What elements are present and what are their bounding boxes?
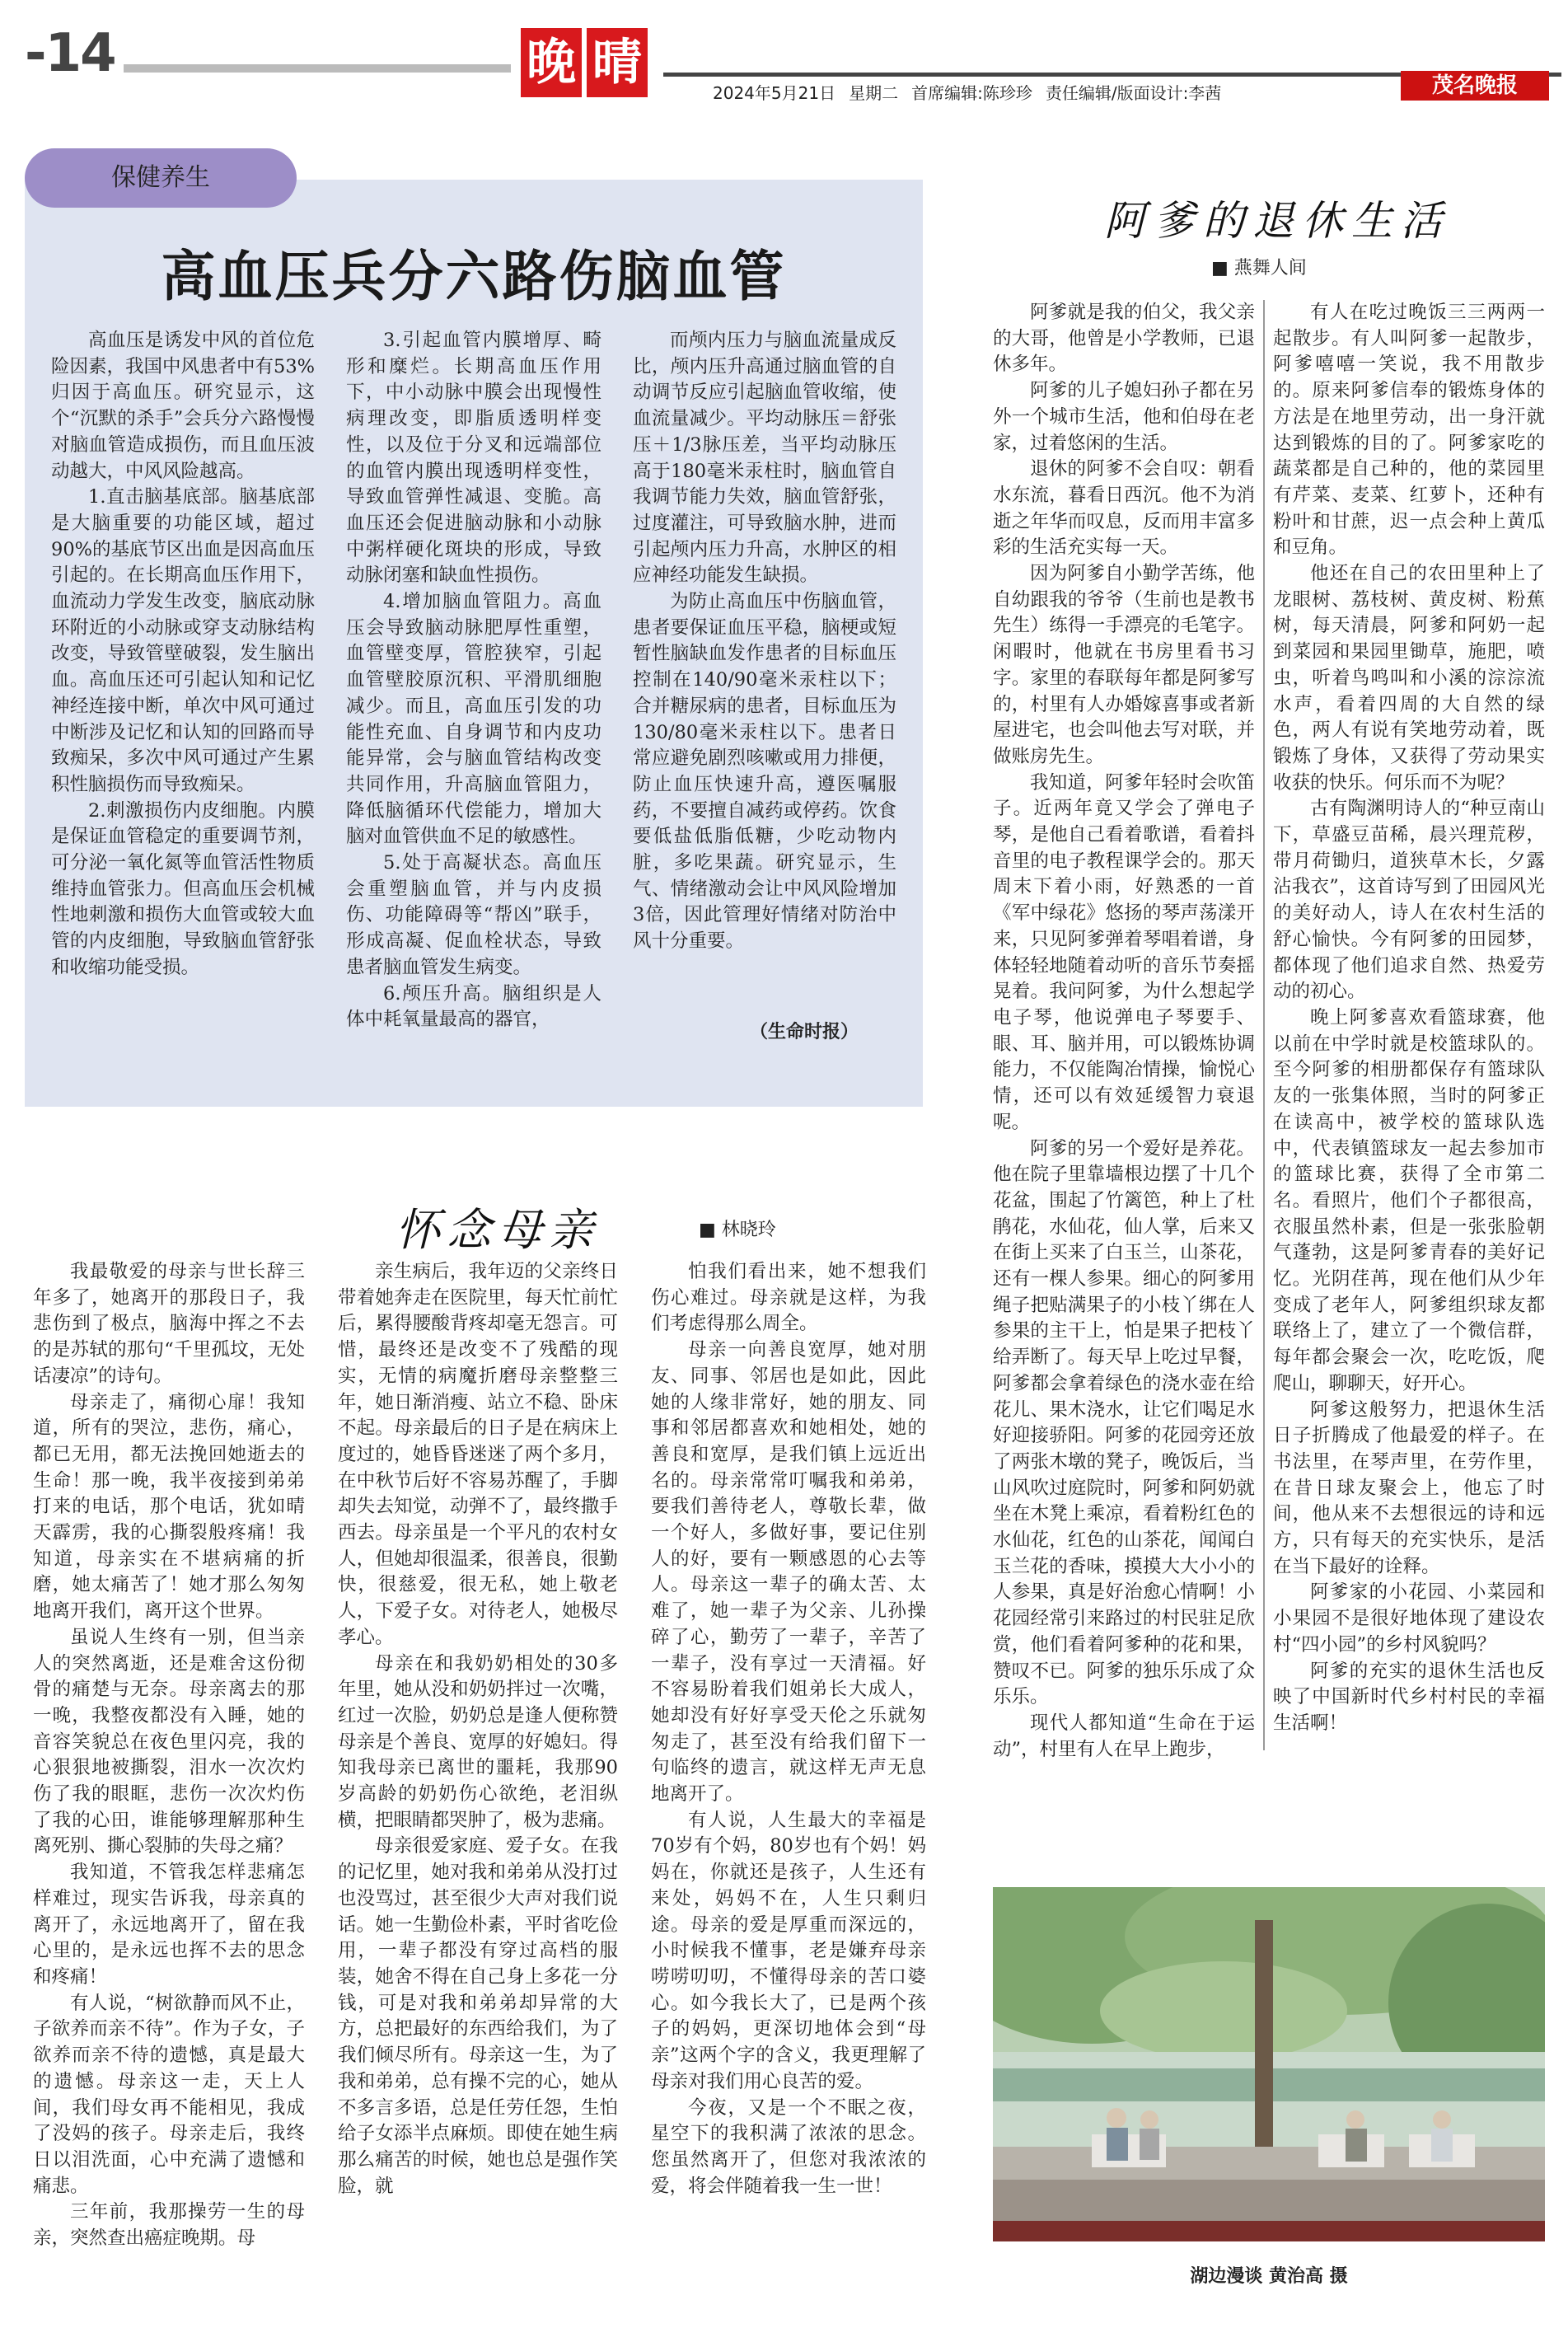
section-tag: 保健养生 <box>25 148 297 208</box>
paragraph: 阿爹就是我的伯父，我父亲的大哥，他曾是小学教师，已退休多年。 <box>993 302 1255 376</box>
paragraph: 为防止高血压中伤脑血管，患者要保证血压平稳，脑梗或短暂性脑缺血发作患者的目标血压控制在140/90毫米汞柱以下；合并糖尿病的患者，目标血压为130/80毫米汞柱以下。患者日常应避免剧烈咳嗽或用力排便，防止血压快速升高，遵医嘱服药，不要擅自减药或停药。饮食要低盐低脂低糖，少吃动物内脏，多吃果蔬。研究显示，生气、情绪激动会让中风风险增加3倍，因此管理好情绪对防治中风十分重要。 <box>633 591 896 953</box>
article-title: 高血压兵分六路伤脑血管 <box>161 245 787 308</box>
paragraph: 3.引起血管内膜增厚、畸形和糜烂。长期高血压作用下，中小动脉中膜会出现慢性病理改变，即脂质透明样变性，以及位于分叉和远端部位的血管内膜出现透明样变性，导致血管弹性减退、变脆。高血压还会促进脑动脉和小动脉中粥样硬化斑块的形成，导致动脉闭塞和缺血性损伤。 <box>346 330 601 587</box>
issue-date: 2024年5月21日 <box>713 83 836 103</box>
paragraph: 古有陶渊明诗人的“种豆南山下，草盛豆苗稀，晨兴理荒秽，带月荷锄归，道狭草木长，夕露沾我衣”，这首诗写到了田园风光的美好动人，诗人在农村生活的舒心愉快。今有阿爹的田园梦，都体现了他们追求自然、热爱劳动的初心。 <box>1273 798 1545 1003</box>
paragraph: 他还在自己的农田里种上了龙眼树、荔枝树、黄皮树、粉蕉树，每天清晨，阿爹和阿奶一起到菜园和果园里锄草，施肥，喷虫，听着鸟鸣叫和小溪的淙淙流水声，看着四周的大自然的绿色，两人有说有笑地劳动着，既锻炼了身体，又获得了劳动果实收获的快乐。何乐而不为呢？ <box>1273 563 1545 794</box>
paragraph: 怕我们看出来，她不想我们伤心难过。母亲就是这样，为我们考虑得那么周全。 <box>651 1261 926 1335</box>
paragraph: 有人在吃过晚饭三三两两一起散步。有人叫阿爹一起散步，阿爹嘻嘻一笑说，我不用散步的。原来阿爹信奉的锻炼身体的方法是在地里劳动，出一身汗就达到锻炼的目的了。阿爹家吃的蔬菜都是自己种的，他的菜园里有芹菜、麦菜、红萝卜，还种有粉叶和甘蔗，迟一点会种上黄瓜和豆角。 <box>1273 302 1545 559</box>
paragraph: 阿爹的儿子媳妇孙子都在另外一个城市生活，他和伯母在老家，过着悠闲的生活。 <box>993 380 1255 454</box>
paragraph: 阿爹的充实的退休生活也反映了中国新时代乡村村民的幸福生活啊！ <box>1273 1660 1545 1734</box>
paragraph: 母亲在和我奶奶相处的30多年里，她从没和奶奶拌过一次嘴，红过一次脸，奶奶总是逢人便称赞母亲是个善良、宽厚的好媳妇。得知我母亲已离世的噩耗，我那90岁高龄的奶奶伤心欲绝，老泪纵横，把眼睛都哭肿了，极为悲痛。 <box>338 1652 618 1831</box>
article1-column-1 <box>51 328 315 981</box>
paragraph: 因为阿爹自小勤学苦练，他自幼跟我的爷爷（生前也是教书先生）练得一手漂亮的毛笔字。闲暇时，他就在书房里看书习字。家里的春联每年都是阿爹写的，村里有人办婚嫁喜事或者新屋进宅，也会叫他去写对联，并做账房先生。 <box>993 563 1255 767</box>
paragraph: 5.处于高凝状态。高血压会重塑脑血管，并与内皮损伤、功能障碍等“帮凶”联手，形成高凝、促血栓状态，导致患者脑血管发生病变。 <box>346 852 601 978</box>
paragraph: 母亲很爱家庭、爱子女。在我的记忆里，她对我和弟弟从没打过也没骂过，甚至很少大声对我们说话。她一生勤俭朴素，平时省吃俭用，一辈子都没有穿过高档的服装，她舍不得在自己身上多花一分钱，可是对我和弟弟却异常的大方，总把最好的东西给我们，为了我们倾尽所有。母亲这一生，为了我和弟弟，总有操不完的心，她从不多言多语，总是任劳任怨，生怕给子女添半点麻烦。即使在她生病那么痛苦的时候，她也总是强作笑脸，就 <box>338 1835 618 2197</box>
paragraph: 1.直击脑基底部。脑基底部是大脑重要的功能区域，超过90%的基底节区出血是因高血压引起的。在长期高血压作用下，血流动力学发生改变，脑底动脉环附近的小动脉或穿支动脉结构改变，导致管壁破裂，发生脑出血。高血压还可引起认知和记忆神经连接中断，单次中风可通过中断涉及记忆和认知的回路而导致痴呆，多次中风可通过产生累积性脑损伤而导致痴呆。 <box>51 486 316 795</box>
masthead-char-2: 晴 <box>587 28 648 97</box>
article3-column-2 <box>338 1259 618 2199</box>
article3-column-3 <box>651 1259 926 2199</box>
paragraph: 亲生病后，我年迈的父亲终日带着她奔走在医院里，每天忙前忙后，累得腰酸背疼却毫无怨言。可惜，最终还是改变不了残酷的现实，无情的病魔折磨母亲整整三年，她日渐消瘦、站立不稳、卧床不起。母亲最后的日子是在病床上度过的，她昏昏迷迷了两个多月，在中秋节后好不容易苏醒了，手脚却失去知觉，动弹不了，最终撒手西去。母亲虽是一个平凡的农村女人，但她却很温柔，很善良，很勤快，很慈爱，很无私，她上敬老人，下爱子女。对待老人，她极尽孝心。 <box>338 1261 618 1648</box>
page-number: -14 <box>25 23 115 84</box>
article1-column-3 <box>633 328 896 955</box>
masthead-char-1: 晚 <box>521 28 582 97</box>
article-title: 阿爹的退休生活 <box>1104 197 1450 245</box>
paragraph: 我知道，不管我怎样悲痛怎样难过，现实告诉我，母亲真的离开了，永远地离开了，留在我心里的，是永远也挥不去的思念和疼痛！ <box>33 1862 305 1988</box>
paragraph: 晚上阿爹喜欢看篮球赛，他以前在中学时就是校篮球队的。至今阿爹的相册都保存有篮球队友的一张集体照，当时的阿爹正在读高中，被学校的篮球队选中，代表镇篮球友一起去参加市的篮球比赛，获得了全市第二名。看照片，他们个子都很高，衣服虽然朴素，但是一张张脸朝气蓬勃，这是阿爹青春的美好记忆。光阴荏苒，现在他们从少年变成了老年人，阿爹组织球友都联络上了，建立了一个微信群，每年都会聚会一次，吃吃饭，爬爬山，聊聊天，好开心。 <box>1273 1006 1545 1394</box>
paragraph: 有人说，人生最大的幸福是70岁有个妈，80岁也有个妈！妈妈在，你就还是孩子，人生还有来处，妈妈不在，人生只剩归途。母亲的爱是厚重而深远的，小时候我不懂事，老是嫌弃母亲唠唠叨叨，不懂得母亲的苦口婆心。如今我长大了，已是两个孩子的妈妈，更深切地体会到“母亲”这两个字的含义，我更理解了母亲对我们用心良苦的爱。 <box>651 1809 926 2092</box>
article2-column-1 <box>993 300 1255 1763</box>
column-divider <box>1263 300 1265 1750</box>
paragraph: 而颅内压力与脑血流量成反比，颅内压升高通过脑血管的自动调节反应引起脑血管收缩，使血流量减少。平均动脉压＝舒张压＋1/3脉压差，当平均动脉压高于180毫米汞柱时，脑血管自我调节能力失效，脑血管舒张，过度灌注，可导致脑水肿，进而引起颅内压力升高，水肿区的相应神经功能发生缺损。 <box>633 330 896 587</box>
paragraph: 退休的阿爹不会自叹：朝看水东流，暮看日西沉。他不为消逝之年华而叹息，反而用丰富多彩的生活充实每一天。 <box>993 458 1255 559</box>
paragraph: 6.颅压升高。脑组织是人体中耗氧量最高的器官， <box>346 982 601 1031</box>
paragraph: 2.刺激损伤内皮细胞。内膜是保证血管稳定的重要调节剂，可分泌一氧化氮等血管活性物质维持血管张力。但高血压会机械性地刺激和损伤大血管或较大血管的内皮细胞，导致脑血管舒张和收缩功能受损。 <box>51 799 315 978</box>
paragraph: 我最敬爱的母亲与世长辞三年多了，她离开的那段日子，我悲伤到了极点，脑海中挥之不去的是苏轼的那句“千里孤坟，无处话凄凉”的诗句。 <box>33 1261 305 1387</box>
article-author: ■ 燕舞人间 <box>1211 258 1307 279</box>
paragraph: 现代人都知道“生命在于运动”，村里有人在早上跑步， <box>993 1712 1255 1760</box>
paragraph: 4.增加脑血管阻力。高血压会导致脑动脉肥厚性重塑，血管壁变厚，管腔狭窄，引起血管壁胶原沉积、平滑肌细胞减少。而且，高血压引发的功能性充血、自身调节和内皮功能异常，会与脑血管结构改变共同作用，升高脑血管阻力，降低脑循环代偿能力，增加大脑对血管供血不足的敏感性。 <box>346 591 601 848</box>
weekday: 星期二 <box>849 83 899 103</box>
paragraph: 我知道，阿爹年轻时会吹笛子。近两年竟又学会了弹电子琴，是他自己看着歌谱，看着抖音里的电子教程课学会的。那天周末下着小雨，好熟悉的一首《军中绿花》悠扬的琴声荡漾开来，只见阿爹弹着琴唱着谱，身体轻轻地随着动听的音乐节奏摇晃着。我问阿爹，为什么想起学电子琴，他说弹电子琴要手、眼、耳、脑并用，可以锻炼协调能力，不仅能陶冶情操，愉悦心情，还可以有效延缓智力衰退呢。 <box>993 771 1255 1133</box>
article2-column-2 <box>1273 300 1545 1737</box>
paragraph: 今夜，又是一个不眠之夜，星空下的我积满了浓浓的思念。您虽然离开了，但您对我浓浓的爱，将会伴随着我一生一世！ <box>651 2096 926 2197</box>
article-source: （生命时报） <box>750 1022 859 1042</box>
article-title: 怀念母亲 <box>396 1204 600 1256</box>
article3-column-1 <box>33 1259 305 2252</box>
paragraph: 三年前，我那操劳一生的母亲，突然查出癌症晚期。母 <box>33 2201 305 2250</box>
header-rule <box>124 64 511 73</box>
newspaper-logo: 茂名晚报 <box>1401 71 1549 101</box>
paragraph: 母亲走了，痛彻心扉！我知道，所有的哭泣，悲伤，痛心，都已无用，都无法挽回她逝去的生命！那一晚，我半夜接到弟弟打来的电话，那个电话，犹如晴天霹雳，我的心撕裂般疼痛！我知道，母亲实在不堪病痛的折磨，她太痛苦了！她才那么匆匆地离开我们，离开这个世界。 <box>33 1391 305 1623</box>
paragraph: 阿爹家的小花园、小菜园和小果园不是很好地体现了建设农村“四小园”的乡村风貌吗？ <box>1273 1581 1545 1656</box>
photo-illustration <box>993 1887 1545 2241</box>
paragraph: 高血压是诱发中风的首位危险因素，我国中风患者中有53%归因于高血压。研究显示，这个“沉默的杀手”会兵分六路慢慢对脑血管造成损伤，而且血压波动越大，中风风险越高。 <box>51 330 316 482</box>
paragraph: 虽说人生终有一别，但当亲人的突然离逝，还是难舍这份彻骨的痛楚与无奈。母亲离去的那一晚，我整夜都没有入睡，她的音容笑貌总在夜色里闪亮，我的心狠狠地被撕裂，泪水一次次灼伤了我的眼眶，悲伤一次次灼伤了我的心田，谁能够理解那种生离死别、撕心裂肺的失母之痛？ <box>33 1626 305 1857</box>
paragraph: 母亲一向善良宽厚，她对朋友、同事、邻居也是如此，因此她的人缘非常好，她的朋友、同事和邻居都喜欢和她相处，她的善良和宽厚，是我们镇上远近出名的。母亲常常叮嘱我和弟弟，要我们善待老人，尊敬长辈，做一个好人，多做好事，要记住别人的好，要有一颗感恩的心去等人。母亲这一辈子的确太苦、太难了，她一辈子为父亲、儿孙操碎了心，勤劳了一辈子，辛苦了一辈子，没有享过一天清福。好不容易盼着我们姐弟长大成人，她却没有好好享受天伦之乐就匆匆走了，甚至没有给我们留下一句临终的遗言，就这样无声无息地离开了。 <box>651 1339 926 1806</box>
paragraph: 阿爹的另一个爱好是养花。他在院子里靠墙根边摆了十几个花盆，围起了竹篱笆，种上了杜鹃花，水仙花，仙人掌，后来又在街上买来了白玉兰，山茶花，还有一棵人参果。细心的阿爹用绳子把贴满果子的小枝丫绑在人参果的主干上，怕是果子把枝丫给弄断了。每天早上吃过早餐，阿爹都会拿着绿色的浇水壶在给花儿、果木浇水，让它们喝足水好迎接骄阳。阿爹的花园旁还放了两张木墩的凳子，晚饭后，当山风吹过庭院时，阿爹和阿奶就坐在木凳上乘凉，看着粉红色的水仙花，红色的山茶花，闻闻白玉兰花的香味，摸摸大大小小的人参果，真是好治愈心情啊！小花园经常引来路过的村民驻足欣赏，他们看着阿爹种的花和果，赞叹不已。阿爹的独乐乐成了众乐乐。 <box>993 1137 1255 1708</box>
chief-editor: 首席编辑:陈珍珍 <box>911 83 1032 103</box>
responsible-editor: 责任编辑/版面设计:李茜 <box>1045 83 1222 103</box>
photo-caption: 湖边漫谈 黄治高 摄 <box>1190 2266 1348 2287</box>
article1-column-2 <box>346 328 601 1033</box>
section-masthead <box>521 28 648 97</box>
photo-lakeside-chat <box>993 1887 1545 2241</box>
paragraph: 有人说，“树欲静而风不止，子欲养而亲不待”。作为子女，子欲养而亲不待的遗憾，真是最大的遗憾。母亲这一走，天上人间，我们母女再不能相见，我成了没妈的孩子。母亲走后，我终日以泪洗面，心中充满了遗憾和痛悲。 <box>33 1992 305 2197</box>
article-author: ■ 林晓玲 <box>699 1220 776 1240</box>
paragraph: 阿爹这般努力，把退休生活日子折腾成了他最爱的样子。在书法里，在琴声里，在劳作里，在昔日球友聚会上，他忘了时间，他从来不去想很远的诗和远方，只有每天的充实快乐，是活在当下最好的诠释。 <box>1273 1398 1545 1577</box>
